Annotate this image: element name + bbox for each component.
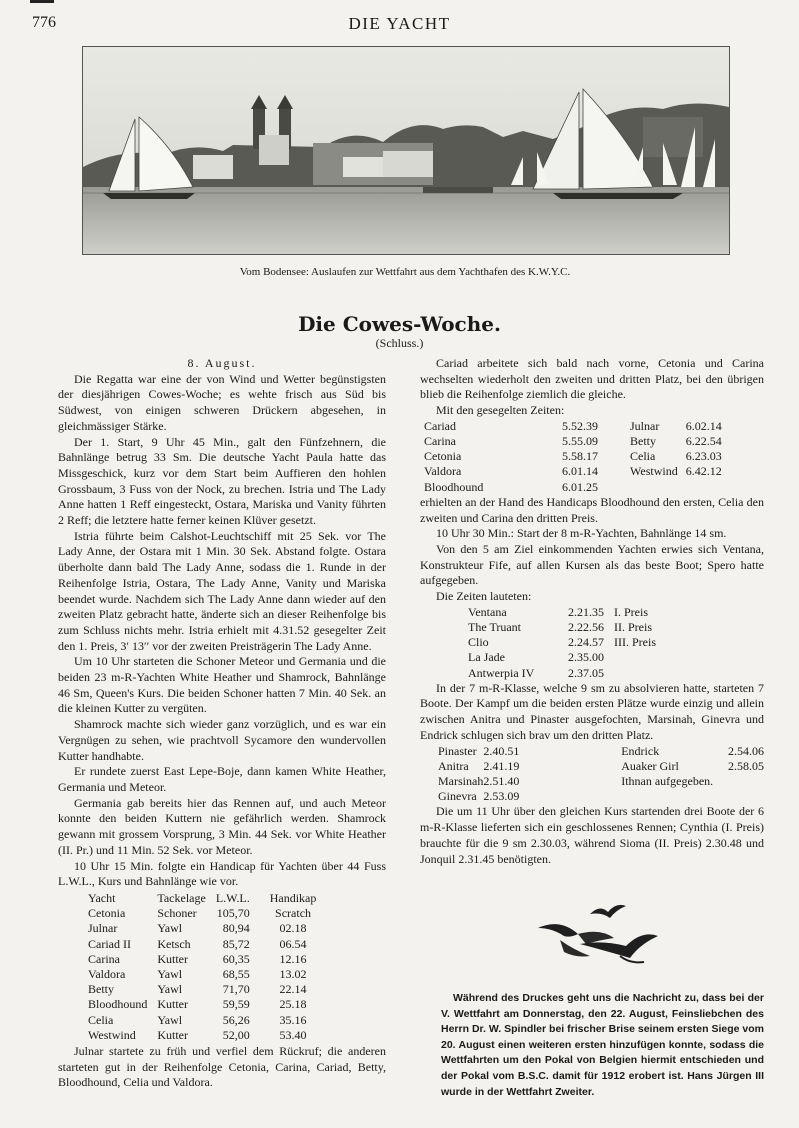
paragraph: 10 Uhr 15 Min. folgte ein Handicap für Yachten über 44 Fuss L.W.L., Kurs und Bahnlänge wie vor. (58, 858, 386, 889)
table-row (424, 434, 730, 449)
paragraph: Der 1. Start, 9 Uhr 45 Min., galt den Fünfzehnern, die Bahnlänge betrug 33 Sm. Die deutsche Yacht Paula hatte das Missgeschick, kurz vor dem Start beim Auffieren den hohlen Grossbaum, 3 Fuss von der Nock, zu brechen. Istria und The Lady Anne hatten 1 Reff eingesteckt, Ostara, Mariska und Vanity führten 2 Reff; die letztere hatte ferner keinen Klüver gesetzt. (58, 434, 386, 528)
time-value (728, 774, 764, 789)
time-value: 5.55.09 (562, 434, 598, 449)
table-row (88, 906, 326, 921)
time-value: 2.35.00 (568, 650, 604, 665)
time-value: 2.41.19 (483, 758, 520, 773)
handicap-value: 12.16 (279, 951, 307, 966)
yacht-name: Auaker Girl (621, 758, 679, 773)
table-row (88, 1013, 326, 1028)
table-row (88, 997, 326, 1012)
lwl-value: 80,94 (222, 921, 250, 936)
yacht-name: The Truant (468, 619, 522, 634)
yacht-name: Ithnan aufgegeben. (621, 773, 714, 788)
time-value: 2.24.57 (568, 635, 604, 650)
prize-label (614, 650, 666, 665)
time-value (686, 480, 730, 495)
paragraph: erhielten an der Hand des Handicaps Bloodhound den ersten, Celia den zweiten und Carina den dritten Preis. (420, 494, 764, 525)
rig-type: Ketsch (157, 936, 191, 951)
table-row (438, 774, 764, 789)
yacht-name: Clio (468, 635, 489, 650)
column-header: Tackelage (157, 890, 206, 905)
handicap-value: Scratch (275, 906, 312, 921)
time-value: 2.58.05 (728, 758, 764, 773)
paragraph: Die um 11 Uhr über den gleichen Kurs startenden drei Boote der 6 m-R-Klasse lieferten sich ein geschlossenes Rennen; Cynthia (I. Preis) brauchte für die 9 sm 2.30.03, während Sioma (II. Preis) 2.30.48 und Jonquil 2.31.45 benötigten. (420, 804, 764, 866)
table-row (88, 921, 326, 936)
yacht-name: Cetonia (88, 906, 126, 921)
stop-press-note: Während des Druckes geht uns die Nachricht zu, dass bei der V. Wettfahrt am Donnerstag, den 22. August, Feinsliebchen des Herrn Dr. W. Spindler bei frischer Brise seinem ersten Siege vom 20. August einen weiteren ersten hinzufügen konnte, sodass die Wettfahrten um den Pokal von Belgien hiermit entschieden und der Pokal vom B.S.C. damit für 1912 erobert ist. Hans Jürgen III wurde in der Wettfahrt Zweiter. (441, 992, 764, 1098)
column-header: L.W.L. (215, 890, 250, 905)
right-column (420, 356, 764, 867)
rig-type: Yawl (157, 1012, 183, 1027)
table-row (468, 605, 666, 620)
article-title: Die Cowes-Woche. (298, 312, 501, 336)
table-row (88, 967, 326, 982)
yacht-name: Betty (88, 982, 114, 997)
yacht-name: Celia (88, 1012, 114, 1027)
rig-type: Kutter (157, 997, 188, 1012)
prize-label: I. Preis (614, 604, 648, 619)
yacht-name: Valdora (88, 966, 126, 981)
handicap-value: 25.18 (279, 997, 307, 1012)
yacht-name: Cariad (424, 418, 456, 433)
time-value: 2.22.56 (568, 619, 604, 634)
yacht-name: Carina (424, 434, 456, 449)
time-value: 5.58.17 (562, 449, 598, 464)
left-column (58, 356, 386, 1091)
running-head: DIE YACHT (348, 14, 451, 33)
page-edge-mark (30, 0, 54, 3)
eight-metre-results-table (468, 605, 666, 681)
column-header: Handikap (269, 890, 317, 905)
lwl-value: 105,70 (216, 906, 250, 921)
time-value: 6.01.14 (562, 464, 598, 479)
rig-type: Yawl (157, 982, 183, 997)
harbor-photo-drawing (83, 47, 729, 254)
yacht-name: Cetonia (424, 449, 462, 464)
paragraph: Istria führte beim Calshot-Leuchtschiff mit 25 Sek. vor The Lady Anne, der Ostara mit 1 Min. 30 Sek. Abstand folgte. Ostara überholte dann bald The Lady Anne, sodass die 1. Runde in der Reihenfolge Istria, Ostara, The Lady Anne, Vanity und Mariska beendet wurde. Nachdem sich The Lady Anne dann wieder auf den zweiten Platz gebracht hatte, änderte sich an dieser Reihenfolge bis zum Schluss nichts mehr. Istria erhielt mit 4.31.52 gesegelter Zeit den 1. Preis, 3′ 13′′ vor der zweiten Preisträgerin The Lady Anne. (58, 528, 386, 653)
rig-type: Schoner (157, 906, 197, 921)
date-heading: 8. August. (187, 356, 257, 370)
table-row (424, 419, 730, 434)
table-row (438, 789, 764, 804)
yacht-name: Carina (88, 951, 120, 966)
time-value: 2.37.05 (568, 665, 604, 680)
yacht-name: Westwind (88, 1027, 136, 1042)
yacht-name: Bloodhound (88, 997, 148, 1012)
yacht-name (630, 480, 686, 495)
yacht-name (621, 789, 728, 804)
lwl-value: 71,70 (222, 982, 250, 997)
table-row (468, 666, 666, 681)
time-value: 6.02.14 (685, 418, 722, 433)
lwl-value: 59,59 (222, 997, 250, 1012)
time-value: 2.54.06 (728, 743, 764, 758)
yacht-name: Celia (630, 449, 656, 464)
time-value: 5.52.39 (562, 418, 598, 433)
table-row (438, 759, 764, 774)
paragraph: Die Zeiten lauteten: (436, 589, 532, 604)
yacht-name: Cariad II (88, 936, 131, 951)
rig-type: Kutter (157, 951, 188, 966)
table-row (424, 464, 730, 479)
paragraph: Die Regatta war eine der von Wind und Wetter begünstigsten der diesjährigen Cowes-Woche; es wehte frisch aus Süd bis Südwest, von einigen schweren Drückern abgesehen, in gleichmässiger Stärke. (58, 371, 386, 433)
table-row (468, 620, 666, 635)
yacht-name: Ginevra (438, 789, 477, 804)
table-row (88, 952, 326, 967)
sailed-times-body (424, 419, 730, 495)
paragraph: Cariad arbeitete sich bald nach vorne, Cetonia und Carina wechselten wiederholt den zweiten und dritten Platz, bei den übrigen blieb die Reihenfolge ziemlich die gleiche. (420, 356, 764, 402)
lwl-value: 56,26 (222, 1012, 250, 1027)
yacht-name: La Jade (468, 650, 505, 665)
rig-type: Yawl (157, 966, 183, 981)
time-value: 2.53.09 (483, 789, 520, 804)
rig-type: Yawl (157, 921, 183, 936)
paragraph: Julnar startete zu früh und verfiel dem Rückruf; die anderen starteten gut in der Reihenfolge Cetonia, Carina, Cariad, Betty, Bloodhound, Celia und Valdora. (58, 1043, 386, 1090)
handicap-table-body (88, 906, 326, 1043)
handicap-value: 06.54 (279, 936, 307, 951)
yacht-name: Valdora (424, 464, 462, 479)
lake-harbor-photo (82, 46, 730, 255)
time-value: 2.40.51 (483, 743, 520, 758)
time-value: 2.21.35 (568, 604, 604, 619)
handicap-value: 22.14 (279, 982, 307, 997)
yacht-name: Anitra (438, 758, 469, 773)
sailed-times-table (424, 419, 730, 495)
paragraph: Um 10 Uhr starteten die Schoner Meteor und Germania und die beiden 23 m-R-Yachten White Heather und Shamrock, Bahnlänge 46 Sm, Queen's Kurs. Die beiden Schoner hatten 7 Min. 40 Sek. an die kleinen Kutter zu vergüten. (58, 654, 386, 716)
handicap-value: 02.18 (279, 921, 307, 936)
eight-metre-results-body (468, 605, 666, 681)
prize-label: II. Preis (614, 619, 652, 634)
handicap-table (88, 891, 326, 1043)
handicap-value: 53.40 (279, 1027, 307, 1042)
time-value: 6.42.12 (685, 464, 722, 479)
seven-metre-results-body (438, 744, 764, 805)
paragraph: Shamrock machte sich wieder ganz vorzüglich, und es war ein Vergnügen zu sehen, wie prachtvoll Sycamore den wundervollen Kutter handhabte. (58, 717, 386, 763)
yacht-name: Julnar (88, 921, 118, 936)
time-value: 6.22.54 (685, 434, 722, 449)
table-row (424, 449, 730, 464)
column-header: Yacht (88, 890, 116, 905)
table-row (424, 480, 730, 495)
time-value: 2.51.40 (483, 773, 520, 788)
yacht-name: Antwerpia IV (468, 665, 535, 680)
prize-label (614, 666, 666, 681)
paragraph: In der 7 m-R-Klasse, welche 9 sm zu absolvieren hatte, starteten 7 Boote. Der Kampf um die beiden ersten Plätze wurde einzig und allein zwischen Anitra und Pinaster ausgefochten, Marsinah, Ginevra und Endrick schlugen sich brav um den dritten Platz. (420, 680, 764, 742)
time-value: 6.23.03 (685, 449, 722, 464)
paragraph: 10 Uhr 30 Min.: Start der 8 m-R-Yachten, Bahnlänge 14 sm. (436, 526, 727, 541)
page-number: 776 (32, 14, 56, 31)
table-row (468, 635, 666, 650)
lwl-value: 85,72 (222, 936, 250, 951)
seagulls-vignette (530, 900, 660, 970)
paragraph: Von den 5 am Ziel einkommenden Yachten erwies sich Ventana, Konstrukteur Fife, auf allen Kursen als das beste Boot; Spero hatte aufgegeben. (420, 541, 764, 588)
table-row (438, 744, 764, 759)
time-value: 6.01.25 (562, 479, 598, 494)
yacht-name: Endrick (621, 743, 660, 758)
prize-label: III. Preis (614, 635, 656, 650)
time-value (728, 789, 764, 804)
yacht-name: Westwind (630, 464, 678, 479)
lwl-value: 52,00 (222, 1027, 250, 1042)
handicap-value: 13.02 (279, 966, 307, 981)
lwl-value: 60,35 (222, 951, 250, 966)
yacht-name: Bloodhound (424, 479, 484, 494)
yacht-name: Betty (630, 434, 656, 449)
handicap-value: 35.16 (279, 1012, 307, 1027)
seven-metre-results-table (438, 744, 764, 805)
table-header-row (88, 891, 326, 906)
table-row (88, 937, 326, 952)
table-row (88, 1028, 326, 1043)
lwl-value: 68,55 (222, 966, 250, 981)
table-row (88, 982, 326, 997)
article-subtitle: (Schluss.) (375, 336, 424, 350)
paragraph: Er rundete zuerst East Lepe-Boje, dann kamen White Heather, Germania und Meteor. (58, 764, 386, 794)
yacht-name: Julnar (630, 418, 660, 433)
yacht-name: Marsinah (438, 773, 484, 788)
yacht-name: Ventana (468, 604, 507, 619)
photo-caption: Vom Bodensee: Auslaufen zur Wettfahrt aus dem Yachthafen des K.W.Y.C. (239, 266, 571, 278)
rig-type: Kutter (157, 1027, 188, 1042)
yacht-name: Pinaster (438, 743, 477, 758)
table-row (468, 650, 666, 665)
paragraph: Germania gab bereits hier das Rennen auf, und auch Meteor konnte den beiden Kuttern nie gefährlich werden. Shamrock gewann mit grossem Vorsprung, 3 Min. 44 Sek. vor White Heather (II. Pr.) und 11 Min. 52 Sek. vor Meteor. (58, 795, 386, 857)
paragraph: Mit den gesegelten Zeiten: (436, 403, 565, 418)
